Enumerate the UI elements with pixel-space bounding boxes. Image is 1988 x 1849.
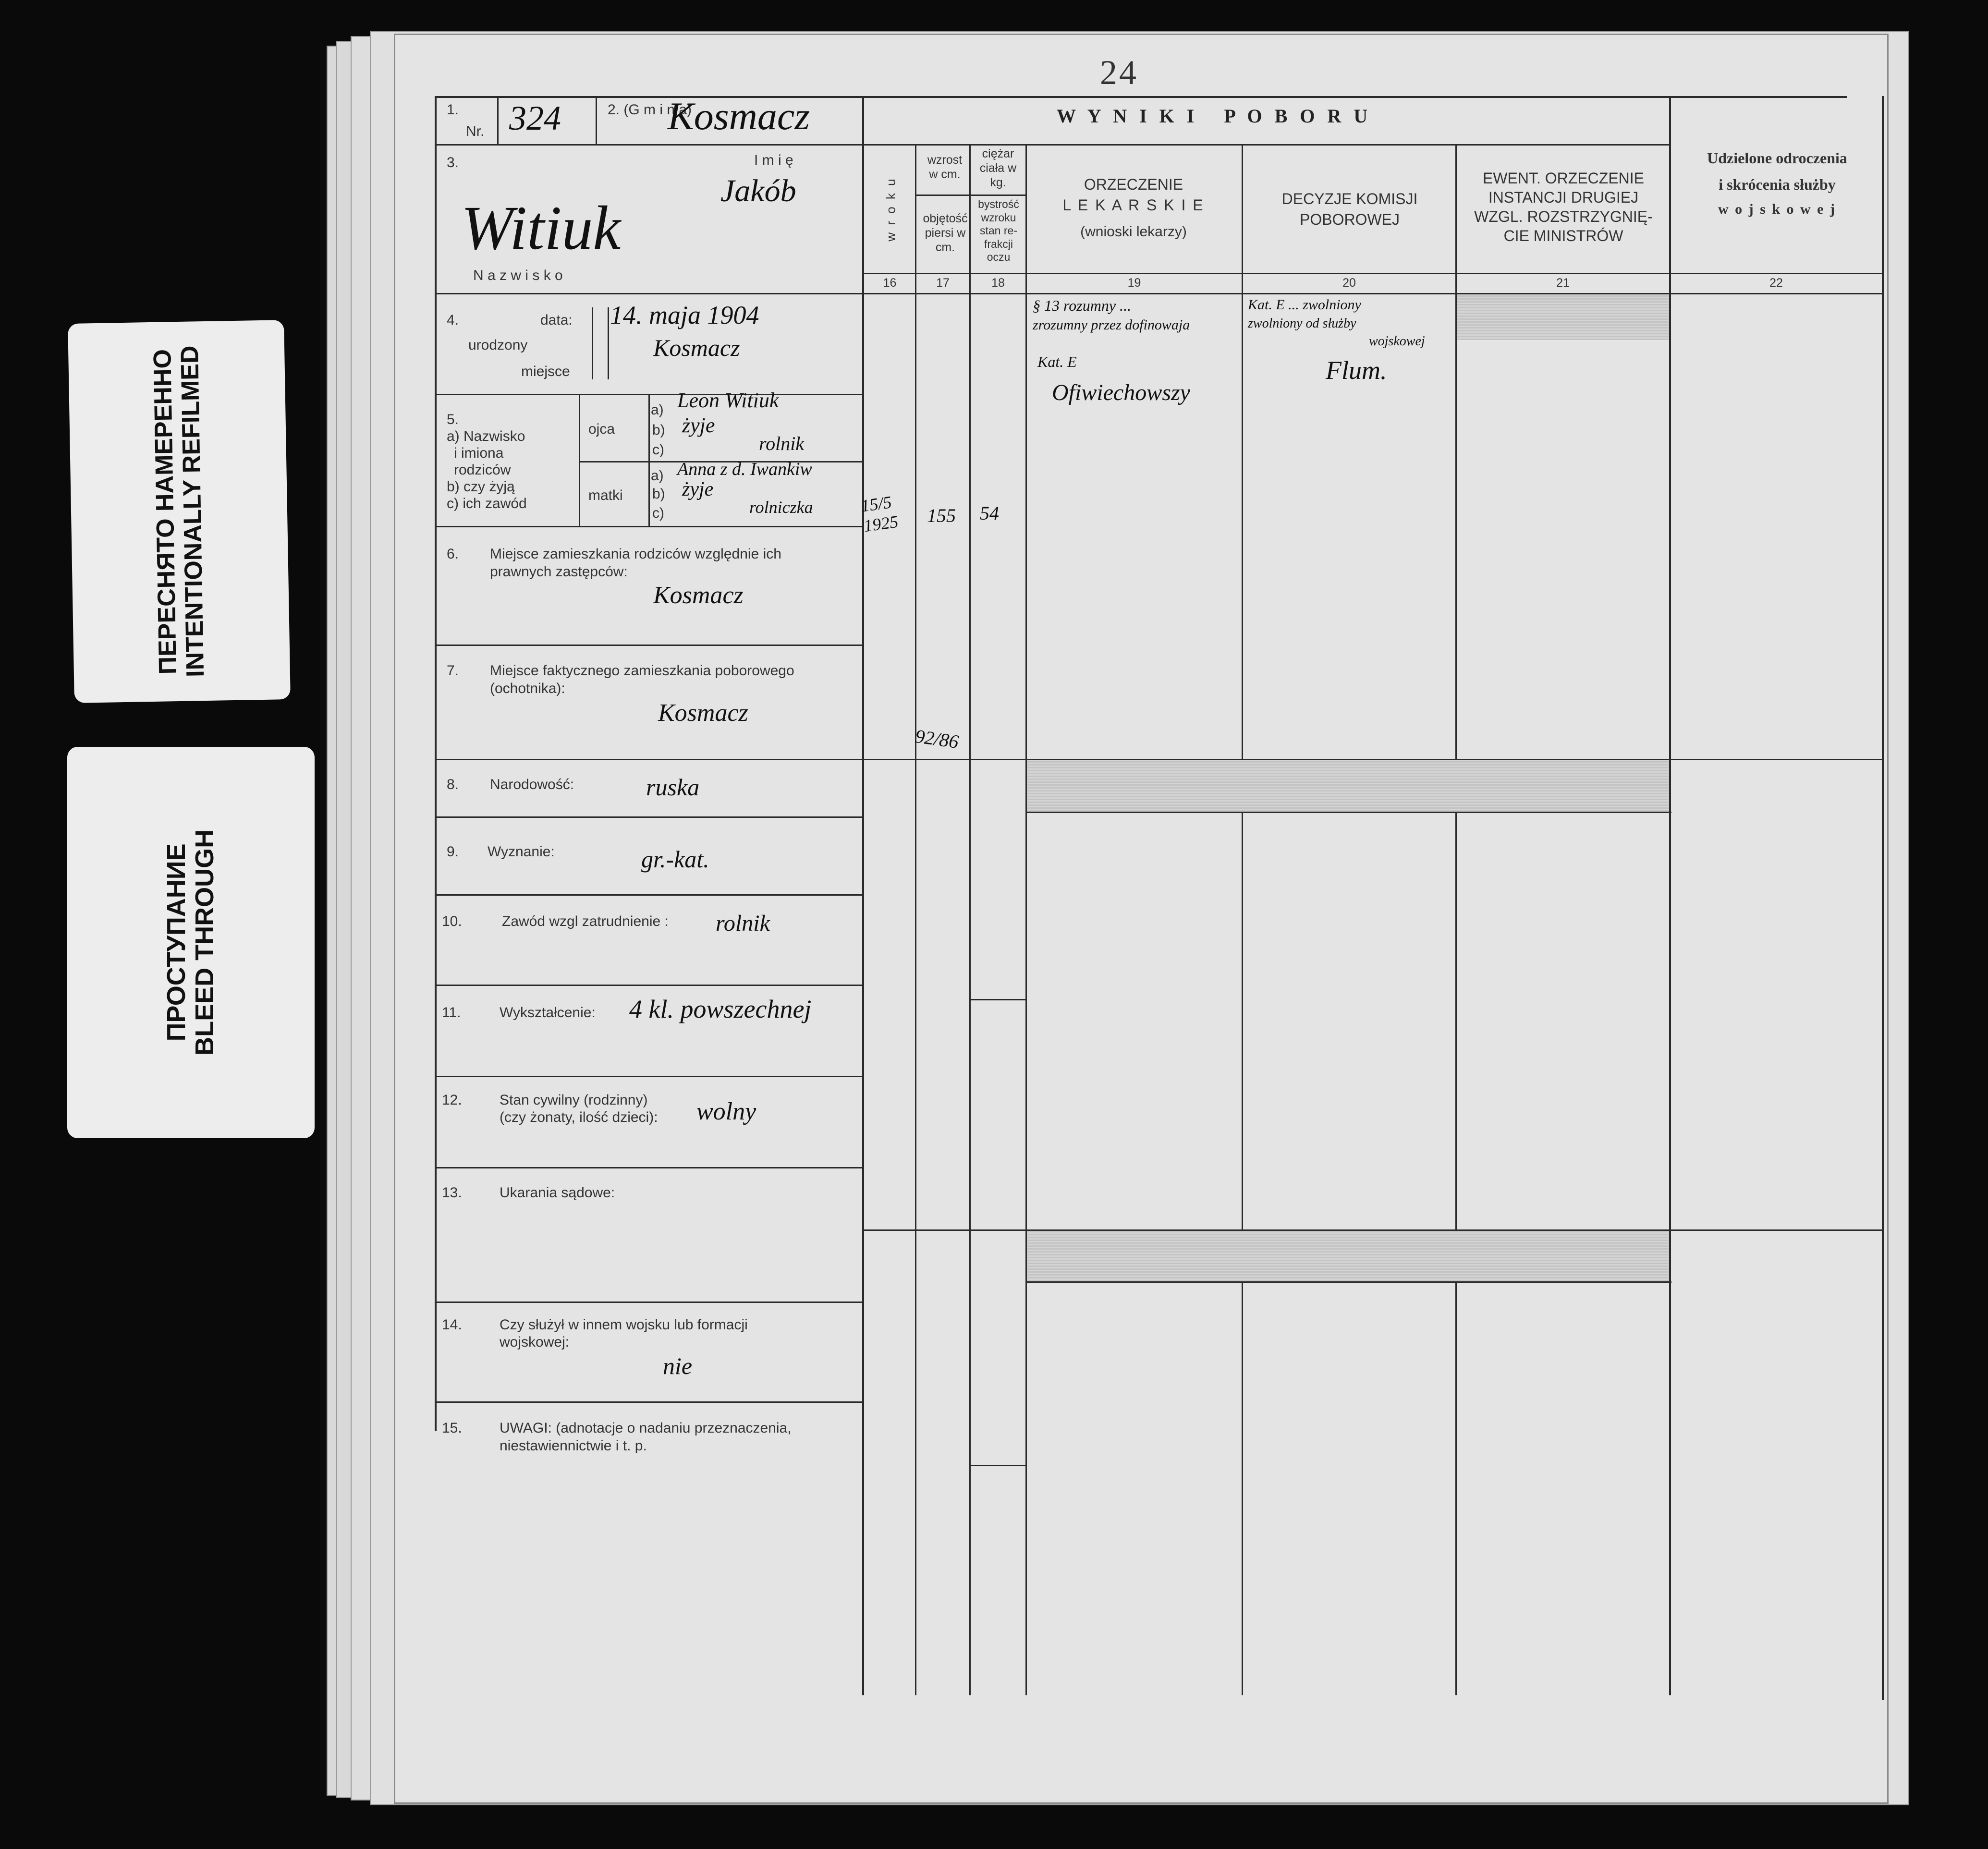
left-col-border <box>862 96 864 1695</box>
col20-header-a: DECYZJE KOMISJI <box>1281 190 1418 207</box>
rule <box>435 293 862 294</box>
nr-value: 324 <box>509 99 561 137</box>
rule <box>596 96 597 144</box>
orzeczenie-signature: Ofiwiechowszy <box>1052 380 1190 405</box>
rule <box>435 894 862 896</box>
col19-header-a: ORZECZENIE <box>1084 176 1183 193</box>
wzrost-value: 155 <box>927 505 956 526</box>
orzeczenie-line1: § 13 rozumny ... <box>1033 297 1132 314</box>
ciezar-value: 54 <box>980 502 999 524</box>
shaded-band <box>1027 760 1669 812</box>
rule <box>435 645 862 646</box>
field-6-number: 6. <box>447 546 459 562</box>
col-number: 21 <box>1556 276 1570 290</box>
page-number: 24 <box>1100 53 1138 92</box>
field-12-label-1: Stan cywilny (rodzinny) <box>500 1092 648 1108</box>
item-letter: c) <box>652 505 664 521</box>
col22-header-b: i skrócenia służby <box>1719 176 1836 193</box>
field-14-number: 14. <box>442 1317 462 1333</box>
frame-top <box>435 96 1847 98</box>
field-7-label-2: (ochotnika): <box>490 681 565 696</box>
col-number: 17 <box>936 276 950 290</box>
rule <box>915 195 1025 196</box>
field-11-label: Wykształcenie: <box>500 1005 596 1021</box>
rule <box>435 1076 862 1077</box>
mother-name: Anna z d. Iwankiw <box>677 459 812 479</box>
field-9-value: gr.-kat. <box>641 846 709 873</box>
field-15-label-2: niestawiennictwie i t. p. <box>500 1438 647 1454</box>
rule <box>435 985 862 986</box>
year-value: 15/5 1925 <box>859 492 900 536</box>
rule <box>862 293 1883 294</box>
rule <box>969 999 1025 1000</box>
refilmed-stamp <box>68 320 291 703</box>
birth-date-value: 14. maja 1904 <box>610 301 759 329</box>
field-6-value: Kosmacz <box>653 582 744 609</box>
bleed-ru-text: ПРОСТУПАНИЕ <box>162 843 191 1042</box>
rule <box>648 394 650 526</box>
col17-header-b: objętość piersi w cm. <box>923 212 968 254</box>
gmina-value: Kosmacz <box>668 94 810 138</box>
orzeczenie-line3: Kat. E <box>1037 353 1077 370</box>
rule <box>435 1302 862 1303</box>
bleed-through-stamp <box>67 747 315 1138</box>
field-6-label-2: prawnych zastępców: <box>490 564 628 580</box>
rule <box>1025 1281 1671 1283</box>
results-title: W Y N I K I P O B O R U <box>1057 105 1372 127</box>
rule <box>435 526 862 527</box>
field-13-number: 13. <box>442 1185 462 1201</box>
rule <box>1025 812 1671 813</box>
field-5-label-d: b) czy żyją <box>447 479 515 495</box>
matki-label: matki <box>588 487 623 503</box>
field-10-label: Zawód wzgl zatrudnienie : <box>502 913 669 929</box>
col18-header-b: bystrość wzroku stan re-frakcji oczu <box>978 198 1019 264</box>
frame-right <box>1882 96 1884 1700</box>
rule <box>969 1465 1025 1466</box>
shaded-band <box>1457 294 1669 340</box>
field-5-label-a: a) Nazwisko <box>447 428 525 444</box>
rule <box>862 144 1669 146</box>
rule <box>497 96 499 144</box>
rule <box>1455 144 1457 1695</box>
field-6-label-1: Miejsce zamieszkania rodziców względnie ich <box>490 546 781 562</box>
rule <box>1242 144 1243 1695</box>
field-4-number: 4. <box>447 312 459 328</box>
field-7-number: 7. <box>447 663 459 679</box>
urodzony-label: urodzony <box>468 337 528 353</box>
shaded-band <box>1027 1231 1669 1281</box>
decyzja-signature: Flum. <box>1326 356 1387 385</box>
col-number: 19 <box>1127 276 1141 290</box>
bleed-en-text: BLEED THROUGH <box>190 829 220 1056</box>
field-9-label: Wyznanie: <box>488 844 555 860</box>
field-12-value: wolny <box>696 1098 756 1125</box>
field-10-number: 10. <box>442 913 462 929</box>
decyzja-line1: Kat. E ... zwolniony <box>1248 297 1361 313</box>
birth-place-value: Kosmacz <box>653 334 740 361</box>
field-11-value: 4 kl. powszechnej <box>629 995 812 1023</box>
item-letter: a) <box>651 468 664 484</box>
field-14-label-1: Czy służył w innem wojsku lub formacji <box>500 1317 748 1333</box>
col21-header-b: INSTANCJI DRUGIEJ <box>1488 189 1639 206</box>
field-5-label-c: rodziców <box>454 462 511 478</box>
col21-header-d: CIE MINISTRÓW <box>1503 227 1623 244</box>
field-7-label-1: Miejsce faktycznego zamieszkania poborowego <box>490 663 794 679</box>
field-8-label: Narodowość: <box>490 777 574 792</box>
field-10-value: rolnik <box>716 911 770 936</box>
bracket <box>592 307 593 379</box>
rule <box>1025 144 1027 1695</box>
col17-header-a: wzrost w cm. <box>927 153 963 181</box>
col21-header-a: EWENT. ORZECZENIE <box>1482 170 1644 187</box>
field-12-number: 12. <box>442 1092 462 1108</box>
refilmed-ru-text: ПЕРЕСНЯТО НАМЕРЕННО <box>148 349 182 675</box>
col21-header-c: WZGL. ROZSTRZYGNIĘ- <box>1474 208 1653 225</box>
col-number: 22 <box>1769 276 1783 290</box>
item-letter: b) <box>652 486 665 502</box>
father-occupation: rolnik <box>759 433 805 454</box>
decyzja-line3: wojskowej <box>1369 334 1425 349</box>
field-15-number: 15. <box>442 1420 462 1436</box>
rule <box>435 816 862 818</box>
col-number: 18 <box>991 276 1005 290</box>
field-13-label: Ukarania sądowe: <box>500 1185 615 1201</box>
col16-header: w r o k u <box>883 177 898 242</box>
imie-value: Jakób <box>720 173 796 208</box>
field-14-label-2: wojskowej: <box>500 1334 570 1350</box>
nazwisko-label: N a z w i s k o <box>473 268 563 283</box>
field-5-number: 5. <box>447 412 459 427</box>
father-alive: żyje <box>682 414 715 437</box>
father-name: Leon Witiuk <box>677 389 779 412</box>
rule <box>915 144 916 1695</box>
col19-header-c: (wnioski lekarzy) <box>1080 224 1187 240</box>
field-5-label-e: c) ich zawód <box>447 496 527 511</box>
item-letter: b) <box>652 422 665 438</box>
col18-header-a: ciężar ciała w kg. <box>979 147 1017 189</box>
col22-header-c: w o j s k o w e j <box>1718 201 1836 217</box>
rule <box>435 1401 862 1403</box>
col20-header-b: POBOROWEJ <box>1299 211 1400 228</box>
imie-label: I m i ę <box>754 152 793 168</box>
data-label: data: <box>540 312 573 328</box>
rule <box>1669 96 1671 1695</box>
nr-label: Nr. <box>466 123 485 139</box>
col22-header-a: Udzielone odroczenia <box>1707 149 1847 167</box>
col19-header-b: L E K A R S K I E <box>1062 196 1205 214</box>
mother-occupation: rolniczka <box>749 498 813 517</box>
mother-alive: żyje <box>682 478 714 500</box>
rule <box>579 394 580 526</box>
item-letter: a) <box>651 402 664 418</box>
piersi-value: 92/86 <box>914 725 960 753</box>
gmina-label: 2. (G m i n a) <box>608 102 692 118</box>
miejsce-label: miejsce <box>521 364 570 379</box>
bracket <box>608 307 609 379</box>
col-number: 16 <box>883 276 897 290</box>
ojca-label: ojca <box>588 421 615 437</box>
field-8-number: 8. <box>447 777 459 792</box>
frame-left <box>435 96 437 1431</box>
orzeczenie-line2: zrozumny przez dofinowaja <box>1033 317 1190 333</box>
field-8-value: ruska <box>646 774 700 801</box>
col-number: 20 <box>1342 276 1356 290</box>
rule <box>969 144 971 1695</box>
field-5-label-b: i imiona <box>454 445 504 461</box>
rule <box>862 273 1883 274</box>
decyzja-line2: zwolniony od służby <box>1248 316 1356 331</box>
refilmed-en-text: INTENTIONALLY REFILMED <box>175 345 210 678</box>
field-9-number: 9. <box>447 844 459 860</box>
rule <box>435 144 862 146</box>
nazwisko-value: Witiuk <box>461 194 621 263</box>
field-3-number: 3. <box>447 155 459 170</box>
field-15-label-1: UWAGI: (adnotacje o nadaniu przeznaczenia, <box>500 1420 792 1436</box>
field-12-label-2: (czy żonaty, ilość dzieci): <box>500 1109 658 1125</box>
field-14-value: nie <box>663 1352 693 1379</box>
field-7-value: Kosmacz <box>658 699 748 727</box>
field-11-number: 11. <box>442 1005 461 1021</box>
rule <box>435 1167 862 1168</box>
field-1-number: 1. <box>447 102 459 118</box>
item-letter: c) <box>652 442 664 458</box>
rule <box>435 759 862 760</box>
